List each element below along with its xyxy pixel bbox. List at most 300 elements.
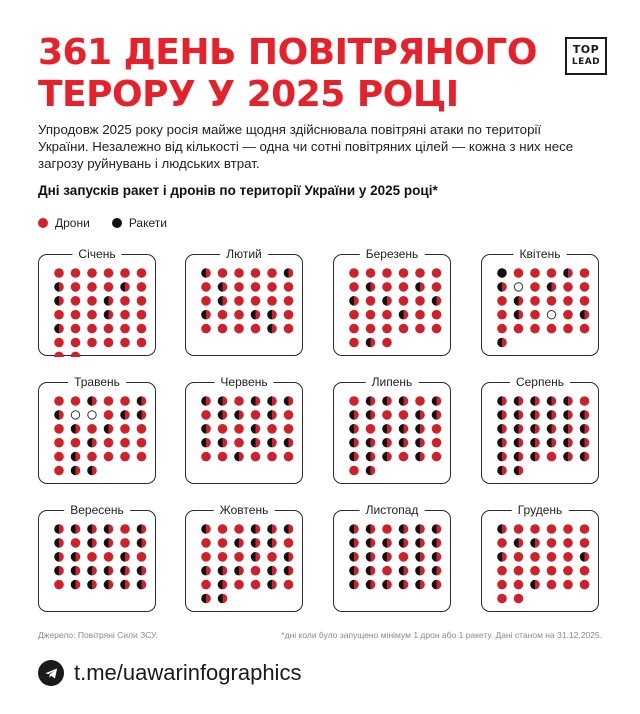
day-dot	[547, 538, 557, 548]
logo-line2: LEAD	[571, 57, 601, 67]
day-dot	[432, 324, 442, 334]
day-dot	[201, 538, 211, 548]
day-dot	[514, 283, 522, 291]
day-dot	[530, 452, 540, 462]
day-dot	[54, 438, 64, 448]
day-dot	[201, 452, 211, 462]
day-dot	[563, 524, 573, 534]
day-dot	[234, 580, 244, 590]
month-box	[481, 254, 599, 356]
day-dot	[399, 268, 409, 278]
day-dot	[201, 282, 211, 292]
day-dot	[415, 268, 425, 278]
day-dot	[251, 538, 261, 548]
day-dot	[218, 438, 228, 448]
day-dot	[497, 268, 507, 278]
month-dots	[39, 511, 157, 613]
day-dot	[137, 410, 147, 420]
day-dot	[399, 410, 409, 420]
day-dot	[497, 282, 507, 292]
day-dot	[201, 594, 211, 604]
day-dot	[104, 338, 114, 348]
day-dot	[399, 552, 409, 562]
day-dot	[267, 296, 277, 306]
day-dot	[120, 296, 130, 306]
month-label: Червень	[214, 374, 273, 390]
day-dot	[87, 282, 97, 292]
day-dot	[366, 410, 376, 420]
month-label: Жовтень	[214, 502, 275, 518]
day-dot	[218, 594, 228, 604]
day-dot	[87, 452, 97, 462]
day-dot	[267, 580, 277, 590]
day-dot	[137, 310, 147, 320]
day-dot	[234, 410, 244, 420]
day-dot	[234, 396, 244, 406]
day-dot	[71, 538, 81, 548]
day-dot	[104, 324, 114, 334]
day-dot	[251, 396, 261, 406]
day-dot	[514, 296, 524, 306]
day-dot	[137, 580, 147, 590]
day-dot	[580, 424, 590, 434]
day-dot	[514, 396, 524, 406]
month-dots	[482, 255, 600, 357]
day-dot	[497, 396, 507, 406]
day-dot	[432, 268, 442, 278]
day-dot	[267, 566, 277, 576]
month-box	[481, 510, 599, 612]
day-dot	[218, 552, 228, 562]
day-dot	[580, 538, 590, 548]
day-dot	[267, 310, 277, 320]
day-dot	[382, 296, 392, 306]
day-dot	[234, 310, 244, 320]
day-dot	[415, 410, 425, 420]
day-dot	[349, 424, 359, 434]
footnote: *дні коли було запущено мінімум 1 дрон або 1 ракету. Дані станом на 31.12.2025.	[281, 630, 602, 640]
day-dot	[104, 552, 114, 562]
day-dot	[71, 438, 81, 448]
month-box	[38, 510, 156, 612]
day-dot	[284, 524, 294, 534]
day-dot	[432, 552, 442, 562]
month-dots	[186, 255, 304, 357]
month-label: Лютий	[220, 246, 268, 262]
day-dot	[201, 324, 211, 334]
day-dot	[547, 324, 557, 334]
day-dot	[415, 282, 425, 292]
day-dot	[497, 524, 507, 534]
day-dot	[530, 396, 540, 406]
day-dot	[218, 282, 228, 292]
day-dot	[399, 310, 409, 320]
month-box	[333, 382, 451, 484]
day-dot	[432, 452, 442, 462]
day-dot	[382, 452, 392, 462]
day-dot	[563, 296, 573, 306]
day-dot	[497, 538, 507, 548]
day-dot	[432, 566, 442, 576]
day-dot	[137, 524, 147, 534]
day-dot	[382, 324, 392, 334]
day-dot	[120, 452, 130, 462]
day-dot	[530, 324, 540, 334]
day-dot	[218, 296, 228, 306]
day-dot	[120, 566, 130, 576]
day-dot	[497, 424, 507, 434]
day-dot	[267, 268, 277, 278]
day-dot	[267, 282, 277, 292]
day-dot	[514, 552, 524, 562]
day-dot	[104, 296, 114, 306]
day-dot	[54, 424, 64, 434]
day-dot	[563, 552, 573, 562]
day-dot	[87, 338, 97, 348]
day-dot	[284, 310, 294, 320]
day-dot	[137, 396, 147, 406]
day-dot	[104, 580, 114, 590]
day-dot	[366, 552, 376, 562]
day-dot	[366, 452, 376, 462]
day-dot	[201, 268, 211, 278]
day-dot	[349, 268, 359, 278]
day-dot	[54, 466, 64, 476]
month-dots	[39, 383, 157, 485]
day-dot	[514, 452, 524, 462]
day-dot	[514, 324, 524, 334]
day-dot	[349, 310, 359, 320]
day-dot	[104, 424, 114, 434]
day-dot	[267, 396, 277, 406]
day-dot	[399, 324, 409, 334]
month-box	[185, 254, 303, 356]
day-dot	[514, 594, 524, 604]
day-dot	[432, 424, 442, 434]
day-dot	[87, 566, 97, 576]
day-dot	[87, 438, 97, 448]
day-dot	[104, 282, 114, 292]
legend-item-drones	[38, 216, 90, 230]
day-dot	[267, 424, 277, 434]
day-dot	[218, 310, 228, 320]
day-dot	[580, 452, 590, 462]
day-dot	[349, 410, 359, 420]
day-dot	[120, 282, 130, 292]
day-dot	[137, 538, 147, 548]
day-dot	[349, 338, 359, 348]
day-dot	[120, 438, 130, 448]
day-dot	[87, 310, 97, 320]
day-dot	[71, 268, 81, 278]
day-dot	[497, 552, 507, 562]
day-dot	[137, 452, 147, 462]
day-dot	[284, 296, 294, 306]
day-dot	[497, 310, 507, 320]
day-dot	[547, 566, 557, 576]
chart-title: Дні запусків ракет і дронів по території України у 2025 році*	[38, 183, 438, 198]
day-dot	[251, 310, 261, 320]
day-dot	[54, 410, 64, 420]
day-dot	[218, 410, 228, 420]
day-dot	[87, 538, 97, 548]
day-dot	[399, 396, 409, 406]
day-dot	[415, 310, 425, 320]
day-dot	[514, 310, 524, 320]
day-dot	[88, 411, 96, 419]
telegram-handle: t.me/uawarinfographics	[74, 660, 302, 685]
day-dot	[530, 524, 540, 534]
day-dot	[71, 396, 81, 406]
day-dot	[284, 410, 294, 420]
day-dot	[530, 410, 540, 420]
day-dot	[120, 580, 130, 590]
day-dot	[71, 424, 81, 434]
day-dot	[54, 310, 64, 320]
day-dot	[366, 566, 376, 576]
day-dot	[201, 410, 211, 420]
day-dot	[563, 538, 573, 548]
day-dot	[71, 524, 81, 534]
month-box	[185, 510, 303, 612]
day-dot	[514, 410, 524, 420]
day-dot	[415, 424, 425, 434]
day-dot	[366, 424, 376, 434]
day-dot	[563, 310, 573, 320]
day-dot	[234, 524, 244, 534]
day-dot	[120, 552, 130, 562]
day-dot	[514, 438, 524, 448]
day-dot	[137, 324, 147, 334]
day-dot	[201, 424, 211, 434]
day-dot	[382, 524, 392, 534]
day-dot	[218, 268, 228, 278]
day-dot	[137, 282, 147, 292]
day-dot	[530, 268, 540, 278]
day-dot	[497, 438, 507, 448]
day-dot	[54, 338, 64, 348]
day-dot	[382, 282, 392, 292]
day-dot	[284, 538, 294, 548]
day-dot	[530, 438, 540, 448]
day-dot	[366, 396, 376, 406]
day-dot	[547, 268, 557, 278]
day-dot	[530, 552, 540, 562]
day-dot	[497, 452, 507, 462]
day-dot	[432, 538, 442, 548]
day-dot	[87, 466, 97, 476]
month-box	[38, 254, 156, 356]
day-dot	[497, 466, 507, 476]
month-label: Листопад	[360, 502, 425, 518]
day-dot	[563, 282, 573, 292]
day-dot	[415, 552, 425, 562]
day-dot	[234, 438, 244, 448]
day-dot	[251, 424, 261, 434]
day-dot	[432, 310, 442, 320]
day-dot	[366, 538, 376, 548]
day-dot	[563, 324, 573, 334]
day-dot	[267, 538, 277, 548]
day-dot	[366, 466, 376, 476]
day-dot	[284, 396, 294, 406]
day-dot	[54, 538, 64, 548]
day-dot	[201, 438, 211, 448]
day-dot	[399, 296, 409, 306]
month-box	[38, 382, 156, 484]
day-dot	[382, 396, 392, 406]
day-dot	[563, 410, 573, 420]
day-dot	[366, 296, 376, 306]
day-dot	[71, 310, 81, 320]
day-dot	[399, 566, 409, 576]
day-dot	[382, 268, 392, 278]
day-dot	[580, 566, 590, 576]
day-dot	[366, 338, 376, 348]
intro-text: Упродовж 2025 року росія майже щодня здійснювала повітряні атаки по території України. Незалежно від кількості — одна чи сотні повітряних цілей — кожна з них несе загрозу руйнувань і людських втрат.	[38, 122, 574, 171]
day-dot	[137, 296, 147, 306]
day-dot	[104, 396, 114, 406]
day-dot	[120, 538, 130, 548]
day-dot	[251, 296, 261, 306]
day-dot	[251, 566, 261, 576]
day-dot	[530, 282, 540, 292]
day-dot	[87, 552, 97, 562]
logo-line1: TOP	[572, 43, 600, 56]
day-dot	[87, 268, 97, 278]
day-dot	[399, 424, 409, 434]
month-label: Січень	[72, 246, 121, 262]
day-dot	[415, 296, 425, 306]
day-dot	[251, 552, 261, 562]
month-label: Липень	[366, 374, 419, 390]
day-dot	[382, 566, 392, 576]
day-dot	[563, 438, 573, 448]
month-dots	[334, 255, 452, 357]
month-dots	[334, 511, 452, 613]
day-dot	[201, 580, 211, 590]
day-dot	[218, 424, 228, 434]
day-dot	[432, 282, 442, 292]
day-dot	[415, 438, 425, 448]
day-dot	[120, 324, 130, 334]
day-dot	[415, 538, 425, 548]
day-dot	[366, 282, 376, 292]
day-dot	[267, 452, 277, 462]
day-dot	[399, 438, 409, 448]
day-dot	[514, 566, 524, 576]
day-dot	[497, 296, 507, 306]
day-dot	[580, 310, 590, 320]
day-dot	[234, 268, 244, 278]
day-dot	[87, 324, 97, 334]
day-dot	[547, 396, 557, 406]
day-dot	[366, 268, 376, 278]
day-dot	[382, 538, 392, 548]
day-dot	[563, 396, 573, 406]
day-dot	[201, 310, 211, 320]
day-dot	[547, 452, 557, 462]
day-dot	[497, 566, 507, 576]
day-dot	[432, 580, 442, 590]
day-dot	[366, 524, 376, 534]
day-dot	[71, 411, 79, 419]
day-dot	[530, 310, 540, 320]
day-dot	[71, 282, 81, 292]
day-dot	[201, 566, 211, 576]
day-dot	[71, 338, 81, 348]
month-dots	[39, 255, 157, 357]
day-dot	[54, 552, 64, 562]
day-dot	[349, 396, 359, 406]
day-dot	[137, 424, 147, 434]
day-dot	[120, 310, 130, 320]
day-dot	[267, 524, 277, 534]
source-note: Джерело: Повітряні Сили ЗСУ.	[38, 630, 158, 640]
day-dot	[234, 452, 244, 462]
day-dot	[530, 424, 540, 434]
day-dot	[547, 552, 557, 562]
day-dot	[54, 352, 64, 357]
day-dot	[104, 452, 114, 462]
month-box	[333, 254, 451, 356]
day-dot	[415, 524, 425, 534]
day-dot	[284, 282, 294, 292]
day-dot	[547, 410, 557, 420]
day-dot	[284, 438, 294, 448]
day-dot	[234, 282, 244, 292]
day-dot	[547, 580, 557, 590]
day-dot	[366, 438, 376, 448]
day-dot	[514, 524, 524, 534]
day-dot	[201, 552, 211, 562]
day-dot	[349, 438, 359, 448]
day-dot	[251, 282, 261, 292]
day-dot	[218, 566, 228, 576]
day-dot	[71, 352, 81, 357]
day-dot	[137, 268, 147, 278]
day-dot	[71, 452, 81, 462]
day-dot	[547, 282, 557, 292]
legend-swatch-drones	[38, 218, 48, 228]
day-dot	[218, 538, 228, 548]
day-dot	[349, 580, 359, 590]
day-dot	[234, 566, 244, 576]
day-dot	[432, 410, 442, 420]
top-lead-logo	[565, 37, 607, 75]
telegram-link[interactable]	[38, 660, 301, 686]
day-dot	[349, 324, 359, 334]
day-dot	[547, 296, 557, 306]
month-box	[333, 510, 451, 612]
day-dot	[71, 552, 81, 562]
month-box	[185, 382, 303, 484]
day-dot	[120, 268, 130, 278]
day-dot	[366, 580, 376, 590]
day-dot	[530, 566, 540, 576]
day-dot	[349, 566, 359, 576]
month-dots	[334, 383, 452, 485]
day-dot	[382, 410, 392, 420]
day-dot	[432, 396, 442, 406]
day-dot	[497, 338, 507, 348]
day-dot	[580, 410, 590, 420]
day-dot	[267, 324, 277, 334]
day-dot	[415, 566, 425, 576]
day-dot	[284, 580, 294, 590]
day-dot	[201, 524, 211, 534]
day-dot	[218, 324, 228, 334]
